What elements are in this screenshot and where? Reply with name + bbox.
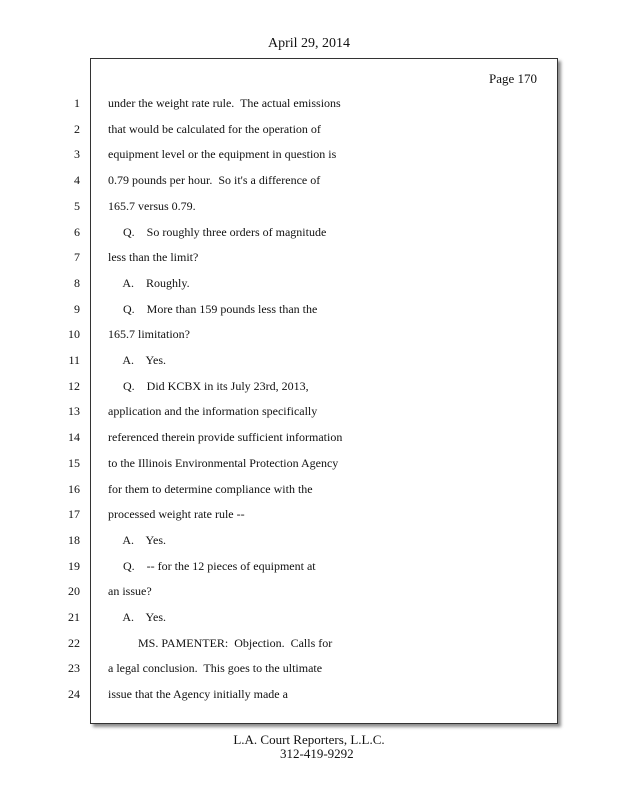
transcript-line-text: A. Yes. (108, 533, 167, 547)
line-number: 17 (68, 507, 80, 521)
line-number: 12 (68, 379, 80, 393)
transcript-line-text: Q. -- for the 12 pieces of equipment at (108, 559, 316, 573)
line-number: 18 (68, 533, 80, 547)
transcript-line-text: processed weight rate rule -- (108, 507, 245, 521)
transcript-line-text: A. Yes. (108, 610, 167, 624)
line-number: 11 (68, 353, 80, 367)
transcript-line-text: a legal conclusion. This goes to the ultimate (108, 661, 323, 675)
transcript-line-text: 0.79 pounds per hour. So it's a difference of (108, 173, 321, 187)
transcript-line-text: to the Illinois Environmental Protection Agency (108, 456, 339, 470)
transcript-line-text: Q. Did KCBX in its July 23rd, 2013, (108, 379, 309, 393)
line-number: 1 (74, 96, 80, 110)
line-number: 21 (68, 610, 80, 624)
transcript-line-text: application and the information specifically (108, 404, 318, 418)
line-number: 5 (74, 199, 80, 213)
line-number: 4 (74, 173, 80, 187)
transcript-line-text: equipment level or the equipment in question is (108, 147, 337, 161)
line-number: 8 (74, 276, 80, 290)
line-number: 2 (74, 122, 80, 136)
transcript-line-text: MS. PAMENTER: Objection. Calls for (108, 636, 333, 650)
line-number: 23 (68, 661, 80, 675)
transcript-line-text: 165.7 versus 0.79. (108, 199, 196, 213)
transcript-date: April 29, 2014 (267, 36, 351, 51)
transcript-line-text: an issue? (108, 584, 152, 598)
line-number: 9 (74, 302, 80, 316)
transcript-line-text: for them to determine compliance with the (108, 482, 313, 496)
line-number: 16 (68, 482, 80, 496)
line-number: 13 (68, 404, 80, 418)
line-number: 22 (68, 636, 80, 650)
transcript-line-text: 165.7 limitation? (108, 327, 190, 341)
line-number: 6 (74, 225, 80, 239)
transcript-line-text: under the weight rate rule. The actual emissions (108, 96, 341, 110)
line-number: 15 (68, 456, 80, 470)
line-number: 20 (68, 584, 80, 598)
reporter-company: L.A. Court Reporters, L.L.C. (233, 732, 385, 747)
line-number: 7 (74, 250, 80, 264)
transcript-line-text: issue that the Agency initially made a (108, 687, 288, 701)
transcript-line-text: A. Yes. (108, 353, 167, 367)
page-number: Page 170 (488, 71, 537, 86)
line-number: 24 (68, 687, 80, 701)
reporter-phone: 312-419-9292 (280, 746, 354, 761)
transcript-line-text: less than the limit? (108, 250, 199, 264)
line-number: 14 (68, 430, 80, 444)
transcript-line-text: Q. More than 159 pounds less than the (108, 302, 318, 316)
transcript-line-text: Q. So roughly three orders of magnitude (108, 225, 327, 239)
transcript-line-text: referenced therein provide sufficient information (108, 430, 343, 444)
line-number: 10 (68, 327, 80, 341)
transcript-line-text: A. Roughly. (108, 276, 190, 290)
line-number: 3 (74, 147, 80, 161)
line-number: 19 (68, 559, 80, 573)
transcript-line-text: that would be calculated for the operation of (108, 122, 321, 136)
